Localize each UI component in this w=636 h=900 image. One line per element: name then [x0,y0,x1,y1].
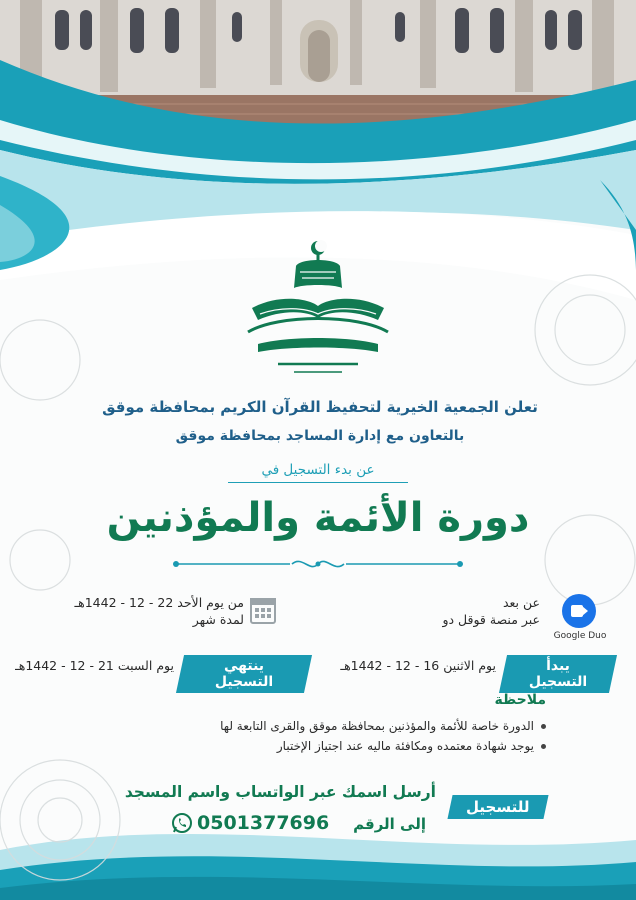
notes-list [126,716,546,756]
whatsapp-icon[interactable] [171,812,193,834]
google-duo-icon [562,594,596,628]
note-item: الدورة خاصة للأئمة والمؤذنين بمحافظة موقق والقرى التابعة لها [126,716,546,736]
registration-end-tag: ينتهي التسجيل [176,655,312,693]
note-item: يوجد شهادة معتمده ومكافئة ماليه عند اجتياز الإختبار [126,736,546,756]
association-logo [238,236,398,386]
ornament-divider [170,555,466,573]
registration-start-label: عن بدء التسجيل في [261,462,375,478]
whatsapp-instruction: أرسل اسمك عبر الواتساب واسم المسجد [124,783,436,801]
course-title: دورة الأئمة والمؤذنين [106,495,530,541]
registration-start-date: يوم الاثنين 16 - 12 - 1442هـ [340,658,496,673]
register-cta-tag: للتسجيل [447,795,548,819]
notes-title: ملاحظة [494,692,546,708]
announcement-line-2: بالتعاون مع إدارة المساجد بمحافظة موقق [175,428,465,444]
calendar-icon [250,598,276,624]
course-start-date: من يوم الأحد 22 - 12 - 1442هـ [74,595,244,610]
to-number-label: إلى الرقم [353,815,426,833]
course-schedule [74,594,244,628]
registration-start-tag: يبدأ التسجيل [499,655,617,693]
quran-book-crescent-logo [238,236,398,386]
delivery-mode: عن بعد [502,595,540,610]
delivery-platform: عبر منصة قوقل دو [442,612,540,627]
announcement-line-1: تعلن الجمعية الخيرية لتحفيظ القرآن الكريم بمحافظة موقق [102,398,538,416]
registration-end-date: يوم السبت 21 - 12 - 1442هـ [15,658,174,673]
google-duo-caption: Google Duo [553,631,607,641]
label-underline [228,482,408,483]
course-duration: لمدة شهر [192,612,244,627]
phone-number[interactable]: 0501377696 [197,812,330,834]
delivery-info [442,594,540,628]
